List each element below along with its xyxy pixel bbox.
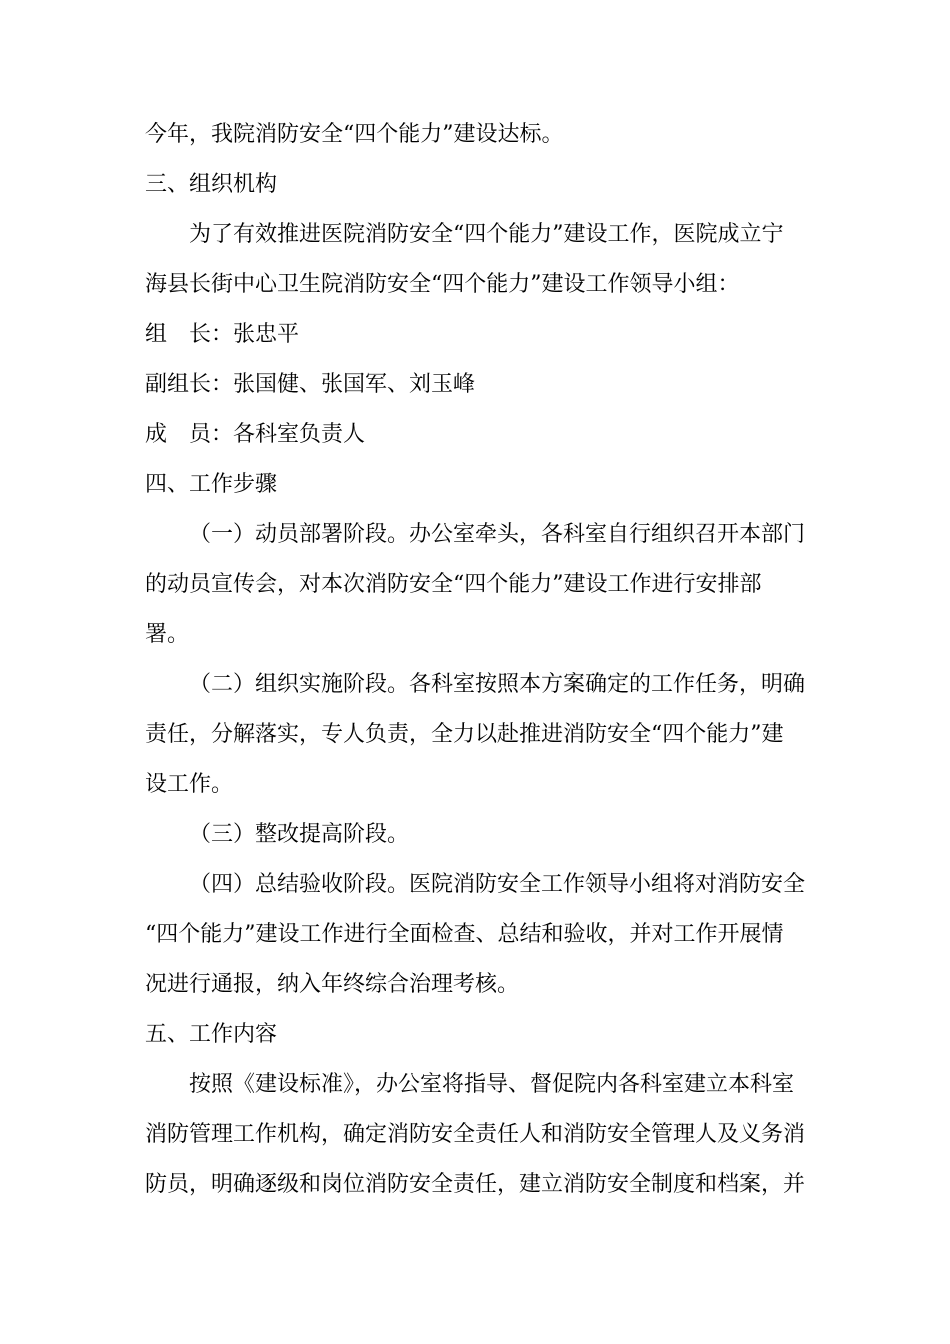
paragraph-line: （四）总结验收阶段。医院消防安全工作领导小组将对消防安全 — [189, 872, 806, 897]
members-line: 成 员：各科室负责人 — [145, 422, 366, 447]
section-heading-content: 五、工作内容 — [145, 1022, 278, 1047]
section-heading-steps: 四、工作步骤 — [145, 472, 278, 497]
paragraph-line: 按照《建设标准》，办公室将指导、督促院内各科室建立本科室 — [189, 1072, 795, 1097]
paragraph-line: 防员，明确逐级和岗位消防安全责任，建立消防安全制度和档案，并 — [145, 1172, 806, 1197]
leader-line: 组 长：张忠平 — [145, 322, 300, 347]
paragraph-line: 责任，分解落实，专人负责，全力以赴推进消防安全“四个能力”建 — [145, 722, 784, 747]
paragraph-line: 署。 — [145, 622, 190, 647]
section-heading-organization: 三、组织机构 — [145, 172, 278, 197]
paragraph-line: 设工作。 — [145, 772, 234, 797]
document-body — [145, 110, 810, 1210]
paragraph-line: （一）动员部署阶段。办公室牵头，各科室自行组织召开本部门 — [189, 522, 806, 547]
deputy-leader-line: 副组长：张国健、张国军、刘玉峰 — [145, 372, 476, 397]
paragraph-line: 今年，我院消防安全“四个能力”建设达标。 — [145, 122, 564, 147]
paragraph-line: 的动员宣传会，对本次消防安全“四个能力”建设工作进行安排部 — [145, 572, 762, 597]
paragraph-line: （三）整改提高阶段。 — [189, 822, 410, 847]
paragraph-line: 为了有效推进医院消防安全“四个能力”建设工作，医院成立宁 — [189, 222, 784, 247]
paragraph-line: 海县长街中心卫生院消防安全“四个能力”建设工作领导小组： — [145, 272, 740, 297]
paragraph-line: 消防管理工作机构，确定消防安全责任人和消防安全管理人及义务消 — [145, 1122, 806, 1147]
paragraph-line: （二）组织实施阶段。各科室按照本方案确定的工作任务，明确 — [189, 672, 806, 697]
paragraph-line: “四个能力”建设工作进行全面检查、总结和验收，并对工作开展情 — [145, 922, 784, 947]
paragraph-line: 况进行通报，纳入年终综合治理考核。 — [145, 972, 520, 997]
